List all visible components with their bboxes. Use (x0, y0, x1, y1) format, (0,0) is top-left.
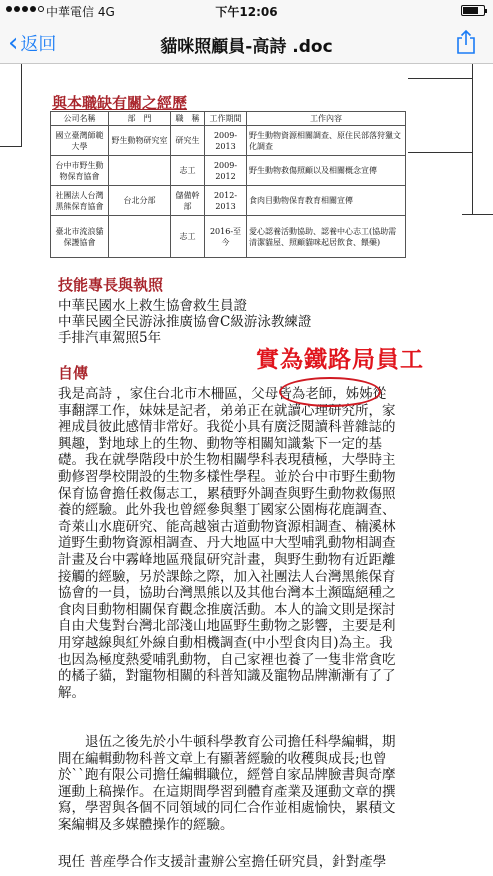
frame-line (408, 152, 472, 153)
text-line: 我是高詩 ，家住台北市木柵區，父母皆為老師，姊姊從 (58, 386, 387, 402)
text-line: 礎。我在就學階段中於生物相關學科表現積極，大學時主 (58, 452, 396, 469)
table-header-row (51, 112, 406, 126)
table-header: 部 門 (109, 112, 171, 126)
table-row (51, 186, 406, 216)
text-line: 保育協會擔任救傷志工，累積野外調查與野生動物救傷照 (58, 485, 396, 502)
document-view[interactable] (0, 64, 493, 876)
table-row (51, 216, 406, 258)
table-cell (109, 216, 171, 258)
table-cell: 臺北市流浪貓保護協會 (51, 216, 109, 258)
bio-title: 自傳 (58, 364, 89, 382)
table-cell: 台中市野生動物保育協會 (51, 156, 109, 186)
experience-table (50, 111, 406, 258)
text-line: 的橘子貓，對寵物相關的科普知識及寵物品牌漸漸有了了 (58, 668, 396, 685)
text-line: 道野生動物資源相調查、丹大地區中大型哺乳動物相調查 (58, 535, 396, 552)
text-line: 計畫及台中霧峰地區飛鼠研究計畫，與野生動物有近距離 (58, 551, 396, 568)
text-line: 興趣，對地球上的生物、動物等相關知識紮下一定的基 (58, 435, 382, 452)
current-position-line: 現任 普産學合作支援計畫辦公室擔任研究員，針對產學 (58, 854, 387, 870)
battery-icon (461, 5, 485, 16)
frame-line (408, 78, 472, 79)
document-title: 貓咪照顧員-高詩 .doc (160, 37, 333, 57)
table-row (51, 126, 406, 156)
text-line: 裡成員彼此感情非常好。我從小具有廣泛閱讀科普雜誌的 (58, 419, 396, 436)
work-paragraph (58, 734, 441, 834)
table-header: 公司名稱 (51, 112, 109, 126)
bio-paragraph (58, 386, 441, 701)
skills-list (58, 298, 311, 346)
text-line: 動修習學校開設的生物多樣性學程。並於台中市野生動物 (58, 468, 396, 485)
text-line: 協會的一員，協助台灣黑熊以及其他台灣本土瀕臨絕種之 (58, 585, 396, 602)
text-line: 食肉目動物相關保育觀念推廣活動。本人的論文則是探討 (58, 601, 396, 618)
clock: 下午12:06 (215, 5, 278, 19)
text-line: 事翻譯工作，妹妹是記者，弟弟正在就讀心理研究所，家 (58, 402, 396, 419)
text-line: 也因為極度熱愛哺乳動物，自己家裡也養了一隻非常貪吃 (58, 651, 396, 668)
annotation-circle (279, 377, 381, 407)
frame-line (21, 64, 22, 146)
text-line: 寫，學習與各個不同領域的同仁合作並相處愉快，累積文 (58, 800, 396, 817)
skill-item: 中華民國全民游泳推廣協會C級游泳教練證 (58, 314, 312, 330)
text-line: 接觸的經驗，另於課餘之際，加入社團法人台灣黑熊保育 (58, 568, 396, 585)
table-header: 工作期間 (205, 112, 247, 126)
table-cell: 野生動物救傷照顧以及相關概念宣傳 (247, 156, 406, 186)
table-cell: 志工 (171, 216, 205, 258)
skill-item: 手排汽車駕照5年 (58, 330, 162, 346)
table-cell: 野生動物資源相關調查、原住民部落狩獵文化調查 (247, 126, 406, 156)
annotation-text: 實為鐵路局員工 (256, 347, 424, 373)
table-cell: 社團法人台灣黑熊保育協會 (51, 186, 109, 216)
skill-item: 中華民國水上救生協會救生員證 (58, 298, 247, 314)
table-cell: 野生動物研究室 (109, 126, 171, 156)
table-header: 工作內容 (247, 112, 406, 126)
table-cell: 食肉目動物保育教育相關宣傳 (247, 186, 406, 216)
status-bar (0, 0, 493, 20)
table-cell: 2016-至今 (205, 216, 247, 258)
table-cell: 愛心認養活動協助、認養中心志工(協助需清潔貓屋、照顧貓咪起居飲食、餵藥) (247, 216, 406, 258)
frame-line (462, 214, 493, 215)
skills-title: 技能專長與執照 (58, 276, 164, 294)
table-header: 職 稱 (171, 112, 205, 126)
text-line: 案編輯及多媒體操作的經驗。 (58, 816, 234, 833)
table-cell: 2009-2013 (205, 126, 247, 156)
share-icon[interactable] (455, 29, 477, 55)
table-cell: 2012-2013 (205, 186, 247, 216)
frame-line (0, 146, 22, 147)
frame-line (472, 64, 473, 214)
table-cell (109, 156, 171, 186)
text-line: 於``跑有限公司擔任編輯職位，經營自家品牌臉書與奇摩 (58, 767, 396, 784)
text-line: 解。 (58, 684, 85, 701)
table-cell: 2009-2012 (205, 156, 247, 186)
text-line: 奇萊山水鹿研究、能高越嶺古道動物資源相調查、楠溪林 (58, 518, 396, 535)
table-cell: 儲備幹部 (171, 186, 205, 216)
chevron-left-icon: ‹ (8, 28, 19, 58)
text-line: 養的經驗。此外我也曾經參與墾丁國家公園梅花鹿調查、 (58, 502, 396, 519)
experience-title: 與本職缺有關之經歷 (52, 94, 188, 112)
table-cell: 台北分部 (109, 186, 171, 216)
carrier-label: 中華電信 4G (46, 5, 115, 19)
text-line: 間在編輯動物科普文章上有顯著經驗的收穫與成長;也曾 (58, 750, 387, 767)
text-line: 用穿越線與紅外線自動相機調查(中小型食肉目)為主。我 (58, 634, 393, 651)
text-line: 退伍之後先於小牛頓科學教育公司擔任科學編輯，期 (58, 734, 396, 750)
table-row (51, 156, 406, 186)
text-line: 運動上稿操作。在這期間學習到體育產業及運動文章的撰 (58, 783, 396, 800)
table-cell: 國立臺灣師範大學 (51, 126, 109, 156)
text-line: 自由犬隻對台灣北部淺山地區野生動物之影響，主要是利 (58, 618, 396, 635)
navigation-bar (0, 20, 493, 64)
back-label: 返回 (20, 34, 57, 55)
table-cell: 志工 (171, 156, 205, 186)
table-cell: 研究生 (171, 126, 205, 156)
